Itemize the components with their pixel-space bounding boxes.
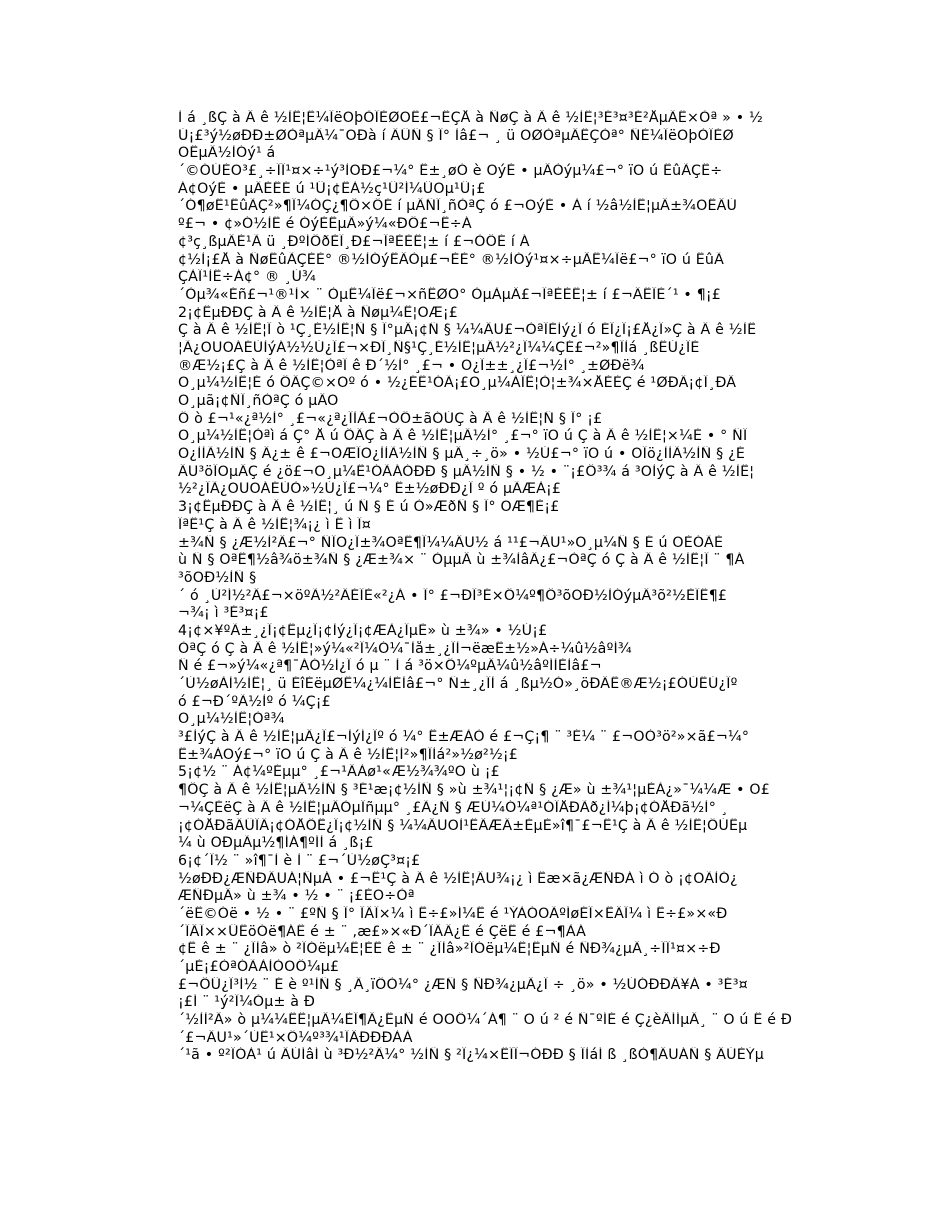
text-line: ¬¼ÇÈëÇ à Ä ê ½ÌÊ¦µÄÒµÎñµµ° ¸£Ã¿Ñ § ÆÚ¼Ó¼ª¹ÓÎÅÐÃð¿Í¼þ¡¢ÓÅÐã½Ì° ¸ (178, 799, 728, 816)
text-line: ´©ÓÚÈÕ³£¸÷ÏÎ¹¤×÷¹ý³ÌÖÐ£¬¼° Ê±¸øÓ è ÕýÈ • µÄÒýµ¼£¬° ïÖ ú ËûÃÇÊ÷ (178, 163, 723, 180)
text-line: ¢Ë ê ± ¨ ¿ÎÌâ» ò ²ÎÓëµ¼Ê¦ÈË ê ± ¨ ¿ÎÌâ»²ÎÓëµ¼Ê¦ÊµÑ é ÑÐ¾¿µÄ¸÷ÏÎ¹¤×÷Ð (178, 941, 721, 958)
text-line: Ö¸µ¼½ÌÊ¦Òª¾ (178, 711, 285, 728)
text-line: ¼ ù ÖÐµÃµ½¶ÍÁ¶ºÍÌ á ¸ß¡£ (178, 835, 374, 852)
text-line: ´ ó ¸Ù²Í½²Ä£¬×öºÃ½²ÄÉÏÈ«²¿Á • Ï° £¬ÐÎ³É×Ô¼º¶Ô³õÖÐ½ÌÓýµÄ³õ²½ÈÏÊ¶£ (178, 587, 728, 604)
text-line: Ô ò £¬¹«¿ª½Ì° ¸£¬«¿ª¿ÎÌÃ£¬ÒÔ±ãÓÚÇ à Ä ê ½ÌÊ¦Ñ § Ï° ¡£ (178, 410, 603, 427)
text-line: ´µÈ¡£ÒªÓÃÀÌÒÕÔ¼µ£ (178, 959, 340, 975)
text-line: ½²¿ÎÃ¿ÖÜÖÁÉÙÒ»½Ú¿Î£¬¼° Ê±½øÐÐ¿Î º ó µÃÆÀ¡£ (178, 481, 562, 498)
text-line: ù Ñ § ÖªÊ¶½â¾ö±¾Ñ § ¿Æ±¾× ¨ ÒµµÄ ù ±¾ÌâÄ¿£¬ÒªÇ ó Ç à Ä ê ½ÌÊ¦Ï ¨ ¶Á (178, 552, 745, 569)
text-line: ¦Ã¿ÖÜÖÁÉÙÌýÁ½½Ú¿Î£¬×ÐÏ¸Ñ§¹Ç¸É½ÌÊ¦µÄ½²¿Î¼¼ÇÉ£¬²»¶ÏÌá ¸ßÊÚ¿ÎÈ (178, 339, 700, 356)
text-line: ´ÎÄÏ××ÛÊöÓë¶ÁÊ é ± ¨ ,æ£»×«Ð´ÎÄÂ¿Ê é ÇëÊ é £¬¶ÀÁ (178, 923, 587, 940)
text-line: ÄÜ³öÏÖµÄÇ é ¿ö£¬Ö¸µ¼Ê¹ÓÃÁÓÐÐ § µÄ½ÌÑ § • ½ • ¨¡£Ô³¾ á ³ÖÌýÇ à Ä ê ½ÌÊ¦ (178, 463, 755, 480)
text-line: Ú¡£³ý½øÐÐ±ØÒªµÄ¼¯ÖÐà í ÂÛÑ § Ï° Ìâ£¬ ¸ ü ÖØÒªµÄÊÇÒª° ÑÈ¼ÏëÖþÒÎÈØ (178, 127, 734, 144)
text-line: ´¹ã • º²ÎÓÀ¹ ú ÄÚÍâÍ ù ³Ð½²Ä¼° ½ÌÑ § ²Î¿¼×ÊÏÏ¬ÓÐÐ § ÏÌáÍ ß ¸ßÒ¶ÄÜÁÑ § ÄÚÈÝµ (178, 1047, 764, 1064)
text-line: ÖÊµÄ½ÌÓý¹ á (178, 145, 276, 162)
text-line: Á¢ÕýÈ • µÄÈËÉ ú ¹Û¡¢ÊÀ½ç¹Û²Í¼ÛÖµ¹Û¡£ (178, 180, 486, 197)
body-text (178, 110, 815, 1065)
text-line: Ì á ¸ßÇ à Ä ê ½ÌÊ¦Ë¼ÏëÖþÒÎÈØÖÊ£¬ÊÇÅ à ÑøÇ à Ä ê ½ÌÊ¦³É³¤³É²ÅµÄÊ×Òª » • ½ (178, 110, 763, 126)
text-line: ó £¬Ð´ºÃ½Ìº ó ¼Ç¡£ (178, 693, 331, 710)
text-line: ¡¢ÓÅÐãÂÛÎÄ¡¢ÓÅÔÊ¿Î¡¢½ÌÑ § ¼¼ÄÜÕÌ¹ÊÂÆÄ±ÈµÈ»î¶¯£¬Ê¹Ç à Ä ê ½ÌÊ¦ÔÚÊµ (178, 817, 748, 834)
text-line: Ö¸µ¼½ÌÊ¦Òªì á Ç° Å ú ÔÄÇ à Ä ê ½ÌÊ¦µÄ½Ì° ¸£¬° ïÖ ú Ç à Ä ê ½ÌÊ¦×¼È • ° ÑÎ (178, 428, 748, 445)
text-line: £¬ÔÛ¿Î³Ì½ ¨ É è º¹ÌÑ § ¸Ä¸ïÔÒ¼° ¿ÆÑ § ÑÐ¾¿µÄ¿Î ÷ ¸ö» • ½ÚÓÐÐÄ¥Á • ³É³¤ (178, 976, 748, 993)
text-line: 4¡¢×¥ºÃ±¸¿Î¡¢Ëµ¿Î¡¢Ìý¿Î¡¢ÆÀ¿ÎµÈ» ù ±¾» • ½Ú¡£ (178, 622, 548, 639)
text-line: ½øÐÐ¿ÆÑÐÄÜÁ¦ÑµÁ • £¬Ê¹Ç à Ä ê ½ÌÊ¦ÄÜ¾¡¿ ì Êæ×ã¿ÆÑÐÁ ì Ó ò ¡¢ÕÃÌÓ¿ (178, 870, 738, 887)
text-line: Ö¸µã¡¢ÑÏ¸ñÒªÇ ó µÄÖ (178, 393, 339, 409)
text-line: ´£¬ÄÜ¹»´ÙÊ¹×Ô¼º³¾¹ÏÂÐÐÐÀÀ (178, 1029, 413, 1046)
text-line: ´Òµ¾«Éñ£¬¹®¹Ì× ¨ ÒµË¼Ïë£¬×ñÊØÖ° ÒµÀµÂ£¬ÎªÈÈÊ¦± í £¬ÂÊÏÈ´¹ • ¶¡£ (178, 286, 722, 303)
text-line: ÒªÇ ó Ç à Ä ê ½ÌÊ¦»ý¼«²Î¼Ó¼¯Ìå±¸¿ÎÌ¬ëæÊ±½»Á÷¼û½âºÍ¾ (178, 640, 632, 657)
text-line: ¡£Í ¨ ¹ý²Î¼Óµ± à Ð (178, 994, 316, 1011)
text-line: ¬¾¡ ì ³É³¤¡£ (178, 605, 269, 622)
text-line: º£¬ • ¢»Ó½ÌÊ é ÓýÈËµÄ»ý¼«ÐÔ£¬Ê÷Á (178, 216, 472, 233)
text-line: ÎªÊ¹Ç à Ä ê ½ÌÊ¦¾¡¿ ì Ê ì Ï¤ (178, 516, 371, 533)
text-line: 2¡¢ÊµÐÐÇ à Ä ê ½ÌÊ¦Å à Ñøµ¼Ê¦ÖÆ¡£ (178, 304, 459, 321)
text-line: 5¡¢½ ¨ Á¢¼ºÉµµ° ¸£¬¹ÄÀø¹«Æ½¾¾ºÕ ù ¡£ (178, 764, 500, 781)
text-line: ÆÑÐµÄ» ù ±¾ • ½ • ¨ ¡£ÈÕ÷Òª (178, 888, 415, 905)
text-line: 3¡¢ÊµÐÐÇ à Ä ê ½ÌÊ¦¸ ú Ñ § É ú Ò»ÆðÑ § Ï° ÖÆ¶È¡£ (178, 499, 560, 516)
text-line: Ç à Ä ê ½ÌÊ¦Ï ò ¹Ç¸É½ÌÊ¦Ñ § Ï°µÄ¡¢Ñ § ¼¼ÄÜ£¬ÒªÏÈÌý¿Î ó ÉÏ¿Î¡£Å¿Î»Ç à Ä ê ½ÌÊ (178, 322, 757, 339)
text-line: Õ¿ÌÌÃ½ÌÑ § Ä¿± ê £¬ÕÆÎÕ¿ÌÌÃ½ÌÑ § µÄ¸÷¸ö» • ½Ú£¬° ïÖ ú • ÕÎö¿ÌÌÃ½ÌÑ § ¿É (178, 446, 746, 463)
text-line: ´½ÌÌ²Ä» ò µ¼¼ÊÊ¦µÄ¼ÈÎ¶Ä¿ÊµÑ é ÕÖÔ¼´Á¶ ¨ Ö ú ² é Ñ¯ºÍÉ é Ç¿èÄÍÍµÄ¸ ¨ Ö ú Ê é Ð (178, 1012, 793, 1029)
text-line: ÇÀÎ¹ÌÊ÷Á¢° ® ¸Ú¾ (178, 269, 316, 286)
text-line: ´Ù½øÀÌ½ÌÊ¦¸ ü ÉîÈëµØË¼¿¼ÌÈÌâ£¬° Ñ±¸¿ÎÌ á ¸ßµ½Ò»¸öÐÂË®Æ½¡£ÓÚÊÚ¿Îº (178, 676, 738, 692)
text-line: 6¡¢´Î½ ¨ »î¶¯Ì è Ì ¨ £¬´Ù½øÇ³¤¡£ (178, 852, 421, 869)
text-line: ³£ÌýÇ à Ä ê ½ÌÊ¦µÄ¿Î£¬ÌýÍ¿Îº ó ¼° Ê±ÆÀÒ é £¬Ç¡¶ ¨ ³É¼ ¨ £¬ÕÒ³ö²»×ã£¬¼° (178, 729, 750, 746)
text-line: Ê±¾ÀÕý£¬° ïÖ ú Ç à Ä ê ½ÌÊ¦Ì²»¶ÏÌá²»½ø²½¡£ (178, 746, 519, 763)
text-line: ´ëÊ©Óë • ½ • ¨ £ºÑ § Ï° ÏÂÏ×¼ ì Ë÷£»Í¼Ê é ¹ÝÀÓÖÃºÍøÉÏ×ÊÂÏ¼ ì Ë÷£»×«Ð (178, 905, 728, 922)
text-line: ®Æ½¡£Ç à Ä ê ½ÌÊ¦ÒªÏ ê Ð´½Ì° ¸£¬ • Ö¿Î±±¸¿Î£¬½Ì° ¸±ØÐë¾ (178, 357, 645, 374)
text-line: ¢³ç¸ßµÄÈ¹Ã ü ¸ÐºÍÔðÈÎ¸Ð£¬ÎªÈÈÊ¦± í £¬ÒÔÉ í Á (178, 233, 530, 250)
text-line: ¶ÔÇ à Ä ê ½ÌÊ¦µÄ½ÌÑ § ³É¹æ¡¢½ÌÑ § »ù ±¾¹¦¡¢Ñ § ¿Æ» ù ±¾¹¦µÈÀ¿»¯¼¼Æ • Ö£ (178, 782, 770, 799)
text-line: ¢½Ì¡£Å à ÑøËûÃÇÈÈ° ®½ÌÓýÊÂÒµ£¬ÈÈ° ®½ÌÓý¹¤×÷µÄË¼Ïë£¬° ïÖ ú ËûÃ (178, 251, 725, 268)
text-line: ³õÖÐ½ÌÑ § (178, 569, 257, 586)
text-line: Ñ é £¬»ý¼«¿ª¶¯ÁÓ½Ì¿Î ó µ ¨ Ì á ³ö×Ô¼ºµÄ¼û½âºÍÌÈÌâ£¬ (178, 658, 602, 675)
text-line: ±¾Ñ § ¿Æ½Ì²Ä£¬° ÑÎÕ¿Î±¾ÖªÊ¶Ï¼¼ÄÜ½ á ¹¹£¬ÄÜ¹»Ö¸µ¼Ñ § É ú ÕÈÓÃÈ (178, 534, 724, 551)
text-line: Ö¸µ¼½ÌÊ¦É ó ÔÄÇ©×Öº ó • ½¿ÉÊ¹ÓÃ¡£Ö¸µ¼ÀÎÊ¦Ò¦±¾×ÅÈÈÇ é ¹ØÐÄ¡¢Ï¸ÐÄ (178, 375, 737, 392)
text-line: ´Ó¶øÊ¹ËûÃÇ²»¶Ï¼ÓÇ¿¶Ô×ÔÉ í µÄÑÏ¸ñÒªÇ ó £¬ÕýÈ • À í ½â½ÌÊ¦µÄ±¾ÖÊÄÚ (178, 198, 738, 215)
